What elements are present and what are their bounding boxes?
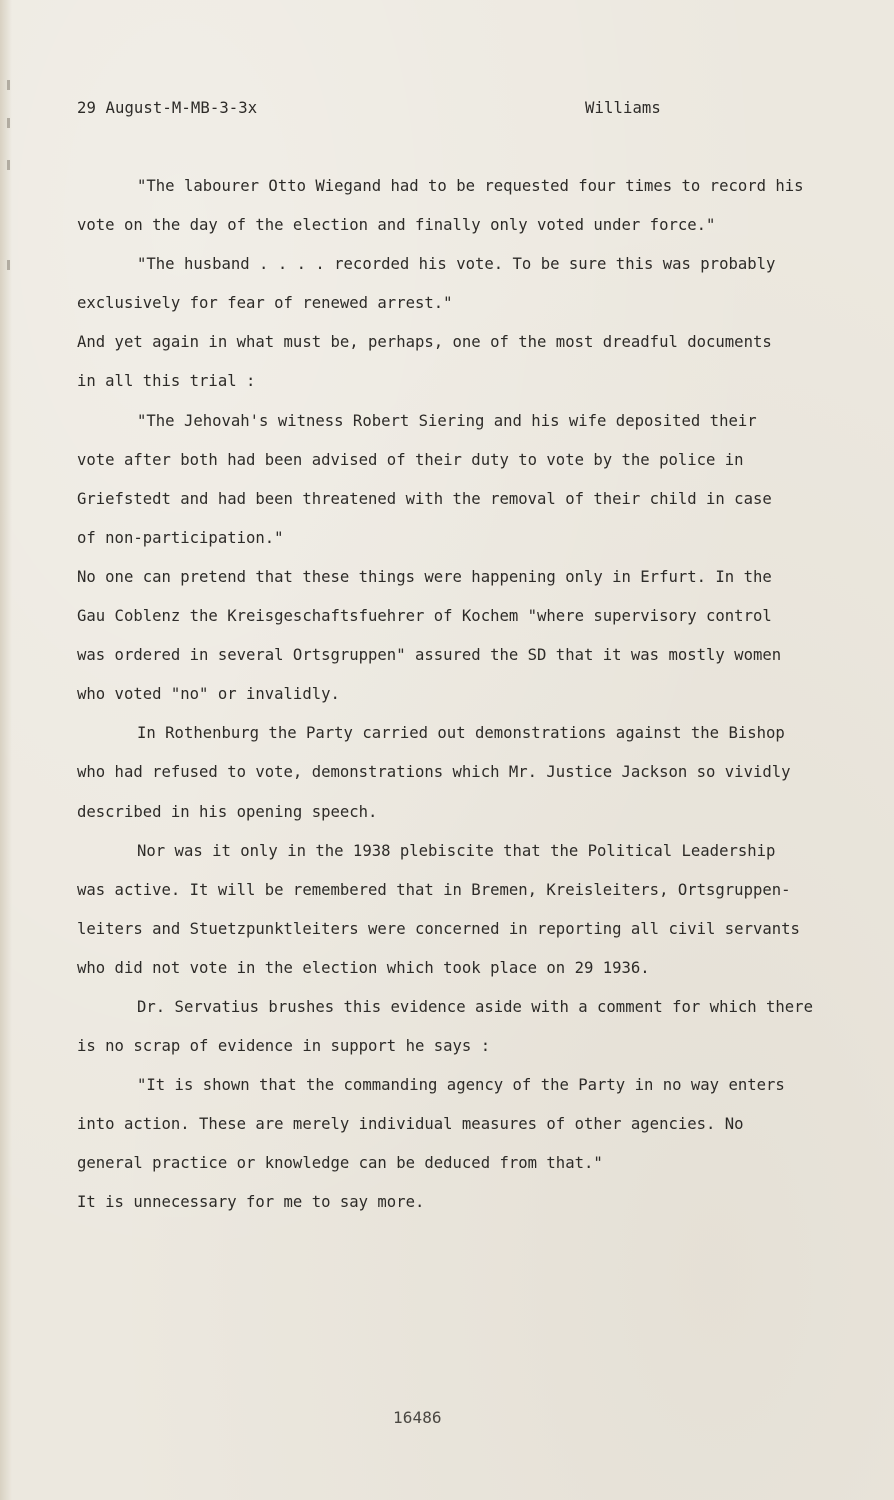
text-line: exclusively for fear of renewed arrest.": [77, 294, 453, 313]
text-line: And yet again in what must be, perhaps, one of the most dreadful documents: [77, 333, 772, 352]
binding-mark: [7, 160, 10, 170]
text-line: Nor was it only in the 1938 plebiscite that the Political Leadership: [137, 841, 776, 860]
text-line: Dr. Servatius brushes this evidence aside with a comment for which there: [137, 997, 813, 1016]
text-line: general practice or knowledge can be deduced from that.": [77, 1154, 603, 1173]
text-line: Gau Coblenz the Kreisgeschaftsfuehrer of Kochem "where supervisory control: [77, 607, 772, 626]
text-line: No one can pretend that these things were happening only in Erfurt. In the: [77, 567, 772, 586]
text-line: vote after both had been advised of their duty to vote by the police in: [77, 450, 744, 469]
speaker-name: Williams: [585, 99, 661, 117]
binding-mark: [7, 260, 10, 270]
text-line: "It is shown that the commanding agency of the Party in no way enters: [137, 1076, 785, 1095]
text-line: vote on the day of the election and finally only voted under force.": [77, 216, 716, 235]
transcript-body: [77, 176, 817, 1232]
page-number: 16486: [393, 1408, 442, 1427]
text-line: who did not vote in the election which took place on 29 1936.: [77, 958, 650, 977]
text-line: who voted "no" or invalidly.: [77, 685, 340, 704]
text-line: leiters and Stuetzpunktleiters were concerned in reporting all civil servants: [77, 919, 800, 938]
text-line: "The labourer Otto Wiegand had to be requested four times to record his: [137, 177, 804, 195]
text-line: "The Jehovah's witness Robert Siering and his wife deposited their: [137, 411, 757, 430]
binding-mark: [7, 80, 10, 90]
text-line: Griefstedt and had been threatened with the removal of their child in case: [77, 489, 772, 508]
text-line: into action. These are merely individual measures of other agencies. No: [77, 1115, 744, 1134]
text-line: of non-participation.": [77, 528, 284, 547]
text-line: was active. It will be remembered that in Bremen, Kreisleiters, Ortsgruppen-: [77, 880, 791, 899]
text-line: In Rothenburg the Party carried out demonstrations against the Bishop: [137, 724, 785, 743]
text-line: was ordered in several Ortsgruppen" assured the SD that it was mostly women: [77, 646, 782, 665]
text-line: described in his opening speech.: [77, 802, 378, 821]
document-reference: 29 August-M-MB-3-3x: [77, 99, 258, 117]
text-line: who had refused to vote, demonstrations which Mr. Justice Jackson so vividly: [77, 763, 791, 782]
text-line: is no scrap of evidence in support he says :: [77, 1037, 491, 1056]
text-line: "The husband . . . . recorded his vote. To be sure this was probably: [137, 255, 776, 274]
page-left-edge: [0, 0, 12, 1500]
text-line: in all this trial :: [77, 372, 256, 391]
text-line: It is unnecessary for me to say more.: [77, 1193, 425, 1212]
binding-mark: [7, 118, 10, 128]
